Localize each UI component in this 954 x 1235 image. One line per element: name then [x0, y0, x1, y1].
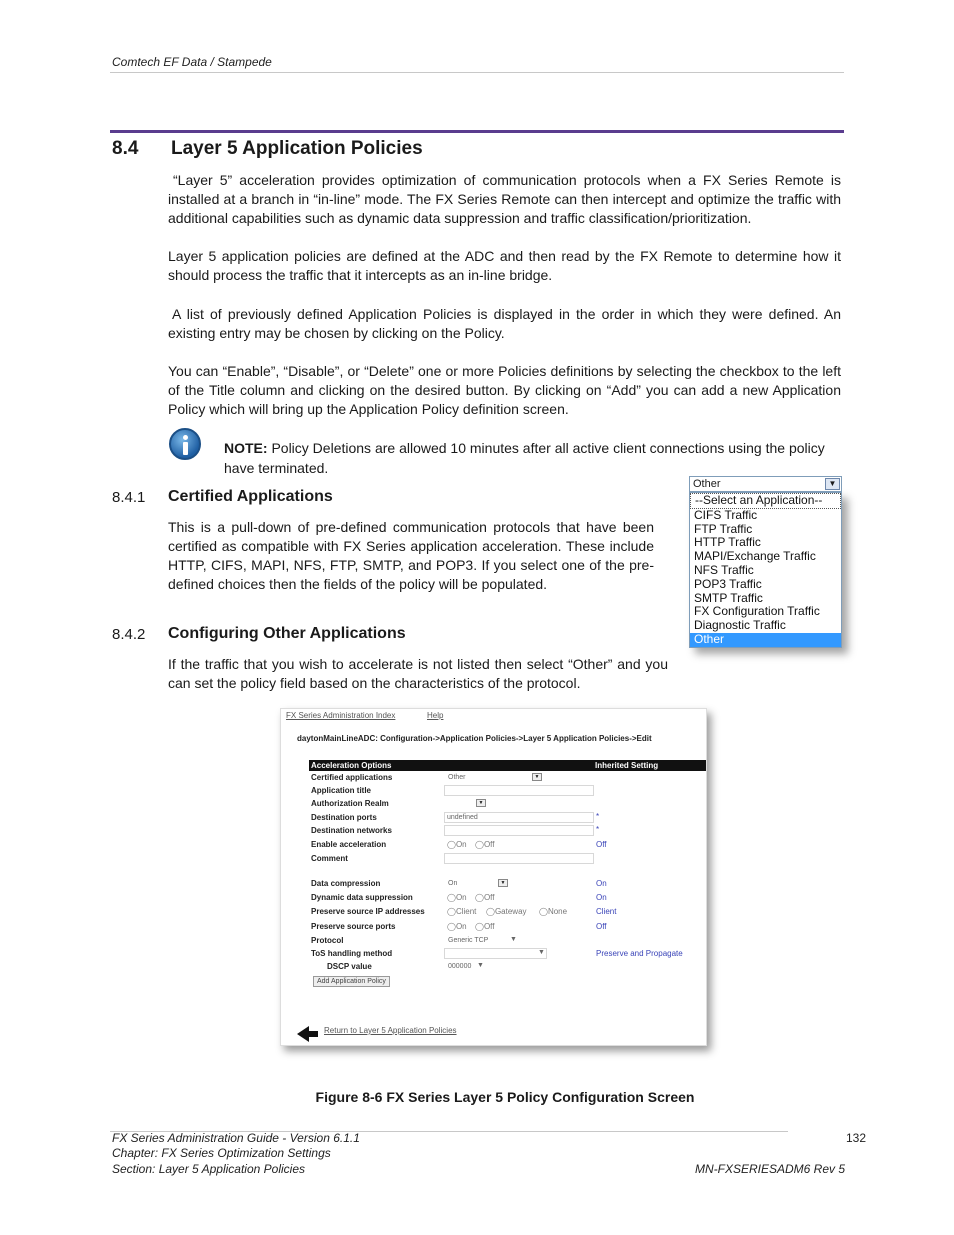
row-label: Enable acceleration	[311, 840, 387, 849]
running-header: Comtech EF Data / Stampede	[112, 55, 272, 69]
row-label: Data compression	[311, 879, 381, 888]
row-label: Preserve source ports	[311, 922, 396, 931]
data-compression-select[interactable]: On	[448, 880, 458, 887]
header-rule	[110, 72, 844, 73]
row-label: Comment	[311, 854, 348, 863]
footer-guide: FX Series Administration Guide - Version 6.1.1	[112, 1131, 360, 1145]
note-text: Policy Deletions are allowed 10 minutes after all active client connections using the policy have terminated.	[224, 440, 825, 476]
comment-field[interactable]	[444, 853, 594, 864]
row-label: ToS handling method	[311, 949, 393, 958]
chevron-down-icon[interactable]: ▼	[498, 879, 508, 887]
destination-networks-field[interactable]	[444, 825, 594, 836]
option-item[interactable]: FX Configuration Traffic	[694, 604, 820, 619]
inherited-value: Client	[596, 907, 617, 916]
section-number: 8.4	[112, 138, 139, 159]
row-label: Preserve source IP addresses	[311, 907, 425, 916]
note	[224, 438, 841, 478]
policy-config-screenshot	[280, 708, 707, 1046]
row-label: Application title	[311, 786, 371, 795]
chevron-down-icon[interactable]: ▼	[538, 949, 545, 956]
radio-on[interactable]: ◯On	[447, 893, 467, 902]
radio-on[interactable]: ◯On	[447, 840, 467, 849]
radio-off[interactable]: ◯Off	[475, 893, 495, 902]
row-label: Dynamic data suppression	[311, 893, 413, 902]
info-icon	[169, 428, 201, 460]
required-mark: *	[596, 812, 600, 821]
subsection-title: Certified Applications	[168, 488, 333, 505]
row-label: Destination ports	[311, 813, 377, 822]
option-item[interactable]: SMTP Traffic	[694, 590, 763, 605]
option-item[interactable]: POP3 Traffic	[694, 576, 762, 591]
inherited-value: On	[596, 879, 607, 888]
chevron-down-icon[interactable]: ▼	[532, 773, 542, 781]
breadcrumb: daytonMainLineADC: Configuration->Application Policies->Layer 5 Application Policies->Edit	[297, 734, 652, 743]
inherited-value: Off	[596, 922, 607, 931]
option-item[interactable]: FTP Traffic	[694, 521, 753, 536]
subsection-title: Configuring Other Applications	[168, 625, 406, 642]
dscp-select[interactable]: 000000	[448, 963, 472, 970]
protocol-select[interactable]: Generic TCP	[448, 937, 489, 944]
help-link[interactable]: Help	[427, 711, 444, 720]
option-item[interactable]: --Select an Application--	[690, 493, 841, 509]
col-header-options: Acceleration Options	[311, 761, 392, 770]
section-divider	[110, 130, 844, 133]
application-select[interactable]	[689, 476, 842, 492]
return-link[interactable]: Return to Layer 5 Application Policies	[324, 1026, 457, 1035]
subsection-number: 8.4.1	[112, 489, 146, 506]
paragraph: You can “Enable”, “Disable”, or “Delete” one or more Policies definitions by selecting the checkbox to the left of the Title column and clicking on the desired button. By clicking on “Add” you can add a new Application Policy which will bring up the Application Policy definition screen.	[168, 363, 841, 417]
footer-chapter: Chapter: FX Series Optimization Settings	[112, 1146, 331, 1160]
chevron-down-icon[interactable]: ▼	[477, 962, 484, 969]
inherited-value: On	[596, 893, 607, 902]
option-item-selected[interactable]: Other	[690, 633, 841, 647]
option-item[interactable]: HTTP Traffic	[694, 535, 761, 550]
back-arrow-tail	[308, 1031, 318, 1037]
add-application-policy-button[interactable]: Add Application Policy	[313, 976, 390, 987]
paragraph: This is a pull-down of pre-defined communication protocols that have been certified as compatible with FX Series application acceleration. These include HTTP, CIFS, MAPI, NFS, FTP, SMTP, and POP3. If you select one of the pre-defined choices then the fields of the policy will be populated.	[168, 519, 654, 592]
row-label: DSCP value	[327, 962, 372, 971]
paragraph: Layer 5 application policies are defined at the ADC and then read by the FX Remote to determine how it should process the traffic that it intercepts as an in-line bridge.	[168, 248, 841, 283]
inherited-value: Preserve and Propagate	[596, 949, 683, 958]
paragraph: If the traffic that you wish to accelerate is not listed then select “Other” and you can set the policy field based on the characteristics of the protocol.	[168, 656, 668, 691]
select-value: Other	[693, 478, 721, 490]
option-item[interactable]: CIFS Traffic	[694, 507, 758, 522]
chevron-down-icon[interactable]: ▼	[510, 936, 517, 943]
section-title: Layer 5 Application Policies	[171, 138, 423, 159]
application-dropdown-figure	[689, 476, 842, 648]
footer-doc-number: MN-FXSERIESADM6 Rev 5	[695, 1162, 846, 1176]
row-label: Certified applications	[311, 773, 393, 782]
application-options-list	[689, 492, 842, 648]
required-mark: *	[596, 825, 600, 834]
row-label: Destination networks	[311, 826, 392, 835]
paragraph: A list of previously defined Application Policies is displayed in the order in which they were defined. An existing entry may be chosen by clicking on the Policy.	[168, 306, 841, 341]
admin-index-link[interactable]: FX Series Administration Index	[286, 711, 396, 720]
radio-client[interactable]: ◯Client	[447, 907, 477, 916]
footer-section: Section: Layer 5 Application Policies	[112, 1162, 305, 1176]
radio-on[interactable]: ◯On	[447, 922, 467, 931]
row-label: Protocol	[311, 936, 344, 945]
tos-select[interactable]	[444, 948, 547, 959]
table-header	[309, 760, 707, 771]
chevron-down-icon[interactable]: ▼	[476, 799, 486, 807]
figure-caption: Figure 8-6 FX Series Layer 5 Policy Configuration Screen	[315, 1089, 695, 1105]
row-label: Authorization Realm	[311, 799, 389, 808]
option-item[interactable]: NFS Traffic	[694, 562, 754, 577]
radio-gateway[interactable]: ◯Gateway	[486, 907, 527, 916]
option-item[interactable]: MAPI/Exchange Traffic	[694, 549, 816, 564]
paragraph: “Layer 5” acceleration provides optimization of communication protocols when a FX Series Remote is installed at a branch in “in-line” mode. The FX Series Remote can then intercept and optimize the traffic with additional capabilities such as dynamic data suppression and traffic classification/prioritization.	[168, 172, 841, 226]
note-label: NOTE:	[224, 440, 268, 456]
option-item[interactable]: Diagnostic Traffic	[694, 618, 786, 633]
destination-ports-field[interactable]: undefined	[444, 812, 594, 823]
page-number: 132	[846, 1131, 867, 1145]
radio-off[interactable]: ◯Off	[475, 922, 495, 931]
radio-off[interactable]: ◯Off	[475, 840, 495, 849]
application-title-field[interactable]	[444, 785, 594, 796]
certified-select-value[interactable]: Other	[448, 774, 466, 781]
radio-none[interactable]: ◯None	[539, 907, 568, 916]
subsection-number: 8.4.2	[112, 626, 146, 643]
col-header-inherited: Inherited Setting	[595, 761, 659, 770]
chevron-down-icon[interactable]: ▼	[825, 478, 840, 490]
inherited-value: Off	[596, 840, 607, 849]
